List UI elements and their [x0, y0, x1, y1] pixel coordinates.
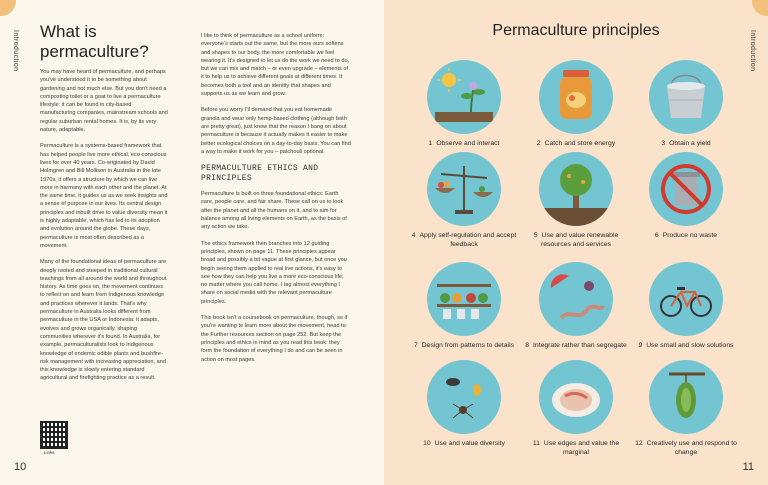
sun-sprout-icon: [427, 60, 501, 134]
corner-dot-left: [0, 0, 16, 16]
text-column-2: [201, 32, 351, 372]
worm-food-icon: [539, 262, 613, 336]
principle-number: 4: [411, 232, 416, 239]
principle-number: 1: [428, 140, 433, 147]
principle-1: [409, 60, 519, 149]
principle-number: 9: [638, 342, 643, 349]
principle-number: 5: [533, 232, 538, 239]
corner-dot-right: [752, 0, 768, 16]
insects-icon: [427, 360, 501, 434]
paragraph: Before you worry I'll demand that you eat homemade granola and wear only hemp-based clothing (although both are pretty great), just know that the reason I bang on about permaculture is because it actually makes it easier to make better ecological choices on a day-to-day basis. You can find a way to make it work for you – patchouli optional.: [201, 107, 351, 155]
principle-2: [521, 60, 631, 149]
text-column-1: [40, 68, 168, 391]
principle-number: 11: [532, 440, 540, 447]
paragraph: Many of the foundational ideas of permaculture are deeply rooted and steeped in traditional cultural teachings from all around the world and throughout history. As time goes on, the movement continues to reflect on and learn from Indigenous knowledge and practices wherever it lands. That's why permaculture in Australia looks different from permaculture in the USA or Indonesia: it adapts, evolves and grows organically, shaping communities wherever it's found. In Australia, for example, permaculturalists look to Indigenous knowledge of endemic edible plants and bushfire-risk management with increasing appreciation, and this knowledge is slowly entering standard agricultural and firefighting practice as a result.: [40, 259, 167, 382]
plate-icon: [539, 360, 613, 434]
principle-4: [409, 152, 519, 249]
balance-scale-icon: [427, 152, 501, 226]
bucket-icon: [649, 60, 723, 134]
paragraph: I like to think of permaculture as a school uniform: everyone's starts out the same, but the more ours softens and shapes to our body, the more comfortable we feel wearing it. It's designed to let us do the work we need to do, but we can mix and match – or even upgrade – elements of it to help us to achieve different goals at different times. It becomes both a tool and an identity that shapes and supports us as we learn and grow.: [201, 33, 350, 98]
qr-code[interactable]: [40, 421, 68, 449]
paragraph: Permaculture is built on three foundational ethics: Earth care, people care, and fair share. These call on us to look after the planet and all the humans on it, and to aim for balance among all living elements on Earth, as the basis of any action we take.: [201, 191, 347, 231]
principle-7: [409, 262, 519, 351]
principle-number: 8: [525, 342, 530, 349]
principle-number: 7: [414, 342, 418, 349]
preserve-jar-icon: [539, 60, 613, 134]
paragraph: This book isn't a coursebook on permaculture, though, so if you're wanting to learn more about the movement, head to the Further resources section on page 252. But keep the principles and ethics in mind as you read this book: they form the foundation of everything I do and can be seen in action on most pages.: [201, 315, 348, 363]
principle-label: Observe and interact: [436, 140, 500, 147]
principle-label: Design from patterns to details: [421, 342, 514, 349]
shelves-icon: [427, 262, 501, 336]
principle-label: Use and value renewable resources and services: [541, 232, 619, 248]
principle-number: 2: [536, 140, 541, 147]
principle-label: Obtain a yield: [669, 140, 711, 147]
side-tab-left: Introduction: [12, 30, 19, 72]
paragraph: The ethics framework then branches into 12 guiding principles, shown on page 11. These principles appear broad and possibly a bit vague at first glance, but once you begin seeing them applied to real live actions, it's easy to see how they can help you live a more eco-conscious life, no matter where you call home. I tag almost everything I share on social media with the relevant permaculture principles.: [201, 240, 347, 305]
principle-label: Creatively use and respond to change: [646, 440, 737, 456]
principle-11: [521, 360, 631, 457]
paragraph: Permaculture is a systems-based framework that has helped people live more ethical, eco-conscious lives for over 40 years. Co-originated by David Holmgren and Bill Mollison in Australia in the late 1970s, it offers a structure by which we can live more in harmony with each other and the planet. At the same time, it guides us as we seek insights and a sense of purpose in our lives. Its central design principles and inbuilt drive to value diversity mean it is highly adaptable, which has led to its adoption and evolution around the globe. These days, permaculture is most often described as a movement.: [40, 143, 168, 249]
section-subheading: PERMACULTURE ETHICS AND PRINCIPLES: [201, 164, 319, 184]
no-bin-icon: [649, 152, 723, 226]
tree-icon: [539, 152, 613, 226]
qr-label: Links: [44, 450, 55, 455]
principle-label: Use and value diversity: [434, 440, 505, 447]
principles-title: Permaculture principles: [492, 22, 660, 39]
principle-label: Catch and store energy: [544, 140, 616, 147]
principle-8: [521, 262, 631, 351]
principle-6: [631, 152, 741, 241]
paragraph: You may have heard of permaculture, and perhaps you've understood it to be something about gardening and not much else. But you don't need a composting toilet or a goat to live a permaculture lifestyle: it can be found in city-based manufacturing companies, mainstream schools and regular suburban rental homes. It is, by its very nature, adaptable.: [40, 69, 168, 134]
principle-label: Use edges and value the marginal: [543, 440, 620, 456]
chrysalis-icon: [649, 360, 723, 434]
principle-10: [409, 360, 519, 449]
principle-label: Integrate rather than segregate: [533, 342, 627, 349]
principle-number: 12: [635, 440, 643, 447]
principle-9: [631, 262, 741, 351]
principle-number: 10: [423, 440, 431, 447]
page-number-left: 10: [14, 461, 27, 473]
bicycle-icon: [649, 262, 723, 336]
principle-12: [631, 360, 741, 457]
principle-3: [631, 60, 741, 149]
principle-label: Use small and slow solutions: [646, 342, 734, 349]
principle-label: Apply self-regulation and accept feedback: [419, 232, 517, 248]
page-number-right: 11: [742, 461, 754, 473]
principle-label: Produce no waste: [662, 232, 718, 239]
principle-number: 3: [661, 140, 666, 147]
right-page: [384, 0, 768, 485]
page-title: What is permaculture?: [40, 22, 149, 61]
side-tab-right: Introduction: [749, 30, 756, 72]
principle-number: 6: [654, 232, 659, 239]
principle-5: [521, 152, 631, 249]
